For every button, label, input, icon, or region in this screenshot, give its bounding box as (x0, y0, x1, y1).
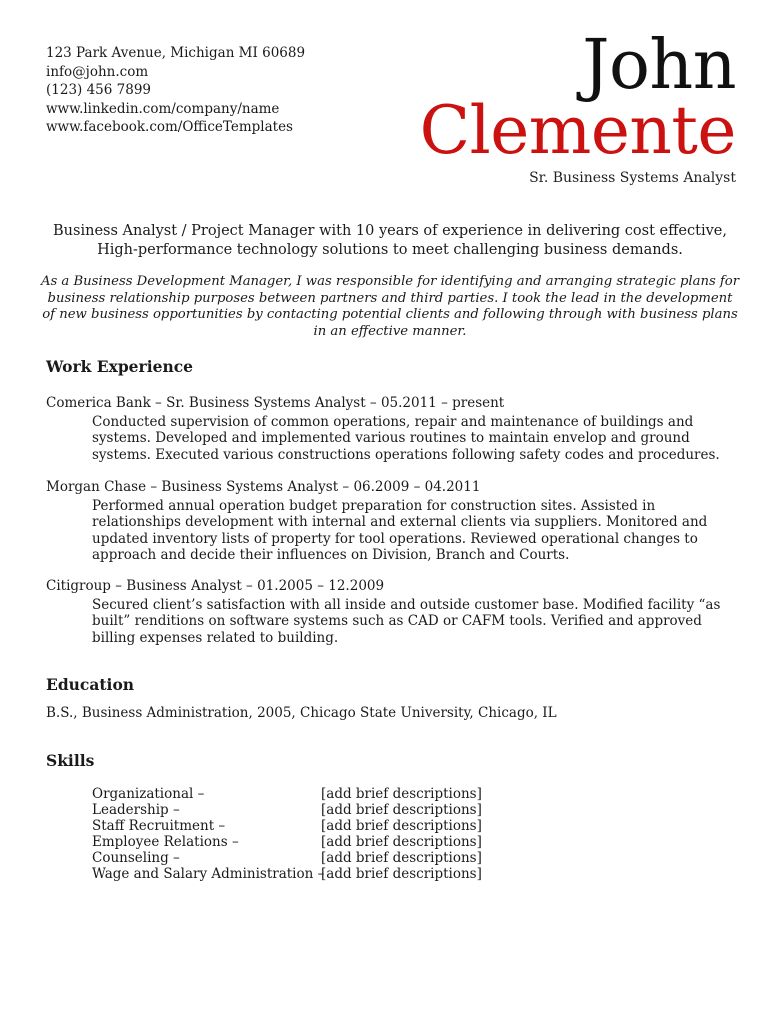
skill-description: [add brief descriptions] (321, 850, 482, 866)
name-block (419, 26, 736, 186)
skill-row (92, 786, 482, 802)
skill-row (92, 866, 482, 882)
skill-name: Employee Relations – (92, 834, 239, 850)
skill-description: [add brief descriptions] (321, 834, 482, 850)
skill-name: Staff Recruitment – (92, 818, 226, 834)
skill-row (92, 850, 482, 866)
job-entry (46, 395, 746, 463)
contact-email: info@john.com (46, 63, 149, 80)
skill-name: Leadership – (92, 802, 180, 818)
job-description: Performed annual operation budget preparation for construction sites. Assisted in relationships development with internal and external clients via suppliers. Monitored and updated inventory lists of property for tool operations. Reviewed operational changes to approach and decide their influences on Division, Branch and Courts. (92, 497, 708, 563)
job-header: Comerica Bank – Sr. Business Systems Analyst – 05.2011 – present (46, 395, 505, 411)
summary (40, 222, 740, 260)
job-header: Citigroup – Business Analyst – 01.2005 – 12.2009 (46, 578, 385, 594)
skills-list (92, 786, 482, 882)
job-header: Morgan Chase – Business Systems Analyst – 06.2009 – 04.2011 (46, 479, 481, 495)
education-entry: B.S., Business Administration, 2005, Chicago State University, Chicago, IL (46, 705, 557, 721)
section-heading-work: Work Experience (46, 357, 194, 376)
skill-row (92, 834, 482, 850)
summary-line-1: Business Analyst / Project Manager with 10 years of experience in delivering cost effective, (53, 223, 727, 239)
skill-description: [add brief descriptions] (321, 818, 482, 834)
skill-row (92, 802, 482, 818)
summary-line-2: High-performance technology solutions to meet challenging business demands. (97, 242, 683, 258)
job-description: Conducted supervision of common operations, repair and maintenance of buildings and systems. Developed and implemented various routines to maintain envelop and ground systems. Executed various constructions operations following safety codes and procedures. (92, 413, 720, 463)
objective-statement: As a Business Development Manager, I was responsible for identifying and arranging strategic plans for business relationship purposes between partners and third parties. I took the lead in the development of new business opportunities by contacting potential clients and following through with business plans in an effective manner. (40, 274, 740, 339)
last-name: Clemente (419, 92, 736, 169)
contact-facebook: www.facebook.com/OfficeTemplates (46, 119, 293, 135)
first-name: John (582, 26, 736, 105)
skill-description: [add brief descriptions] (321, 786, 482, 802)
contact-phone: (123) 456 7899 (46, 82, 152, 98)
job-entry (46, 479, 746, 564)
contact-address: 123 Park Avenue, Michigan MI 60689 (46, 45, 306, 61)
job-entry (46, 578, 746, 646)
job-description: Secured client’s satisfaction with all inside and outside customer base. Modified facility “as built” renditions on software systems such as CAD or CAFM tools. Verified and approved billing expenses related to building. (92, 596, 721, 646)
skill-row (92, 818, 482, 834)
skill-name: Counseling – (92, 850, 180, 866)
skill-name: Organizational – (92, 786, 205, 802)
section-heading-skills: Skills (46, 751, 95, 770)
skill-description: [add brief descriptions] (321, 866, 482, 882)
job-title: Sr. Business Systems Analyst (529, 170, 736, 186)
skill-name: Wage and Salary Administration – (92, 866, 325, 882)
section-heading-education: Education (46, 675, 135, 694)
contact-block (46, 44, 305, 137)
skill-description: [add brief descriptions] (321, 802, 482, 818)
contact-linkedin: www.linkedin.com/company/name (46, 100, 280, 117)
